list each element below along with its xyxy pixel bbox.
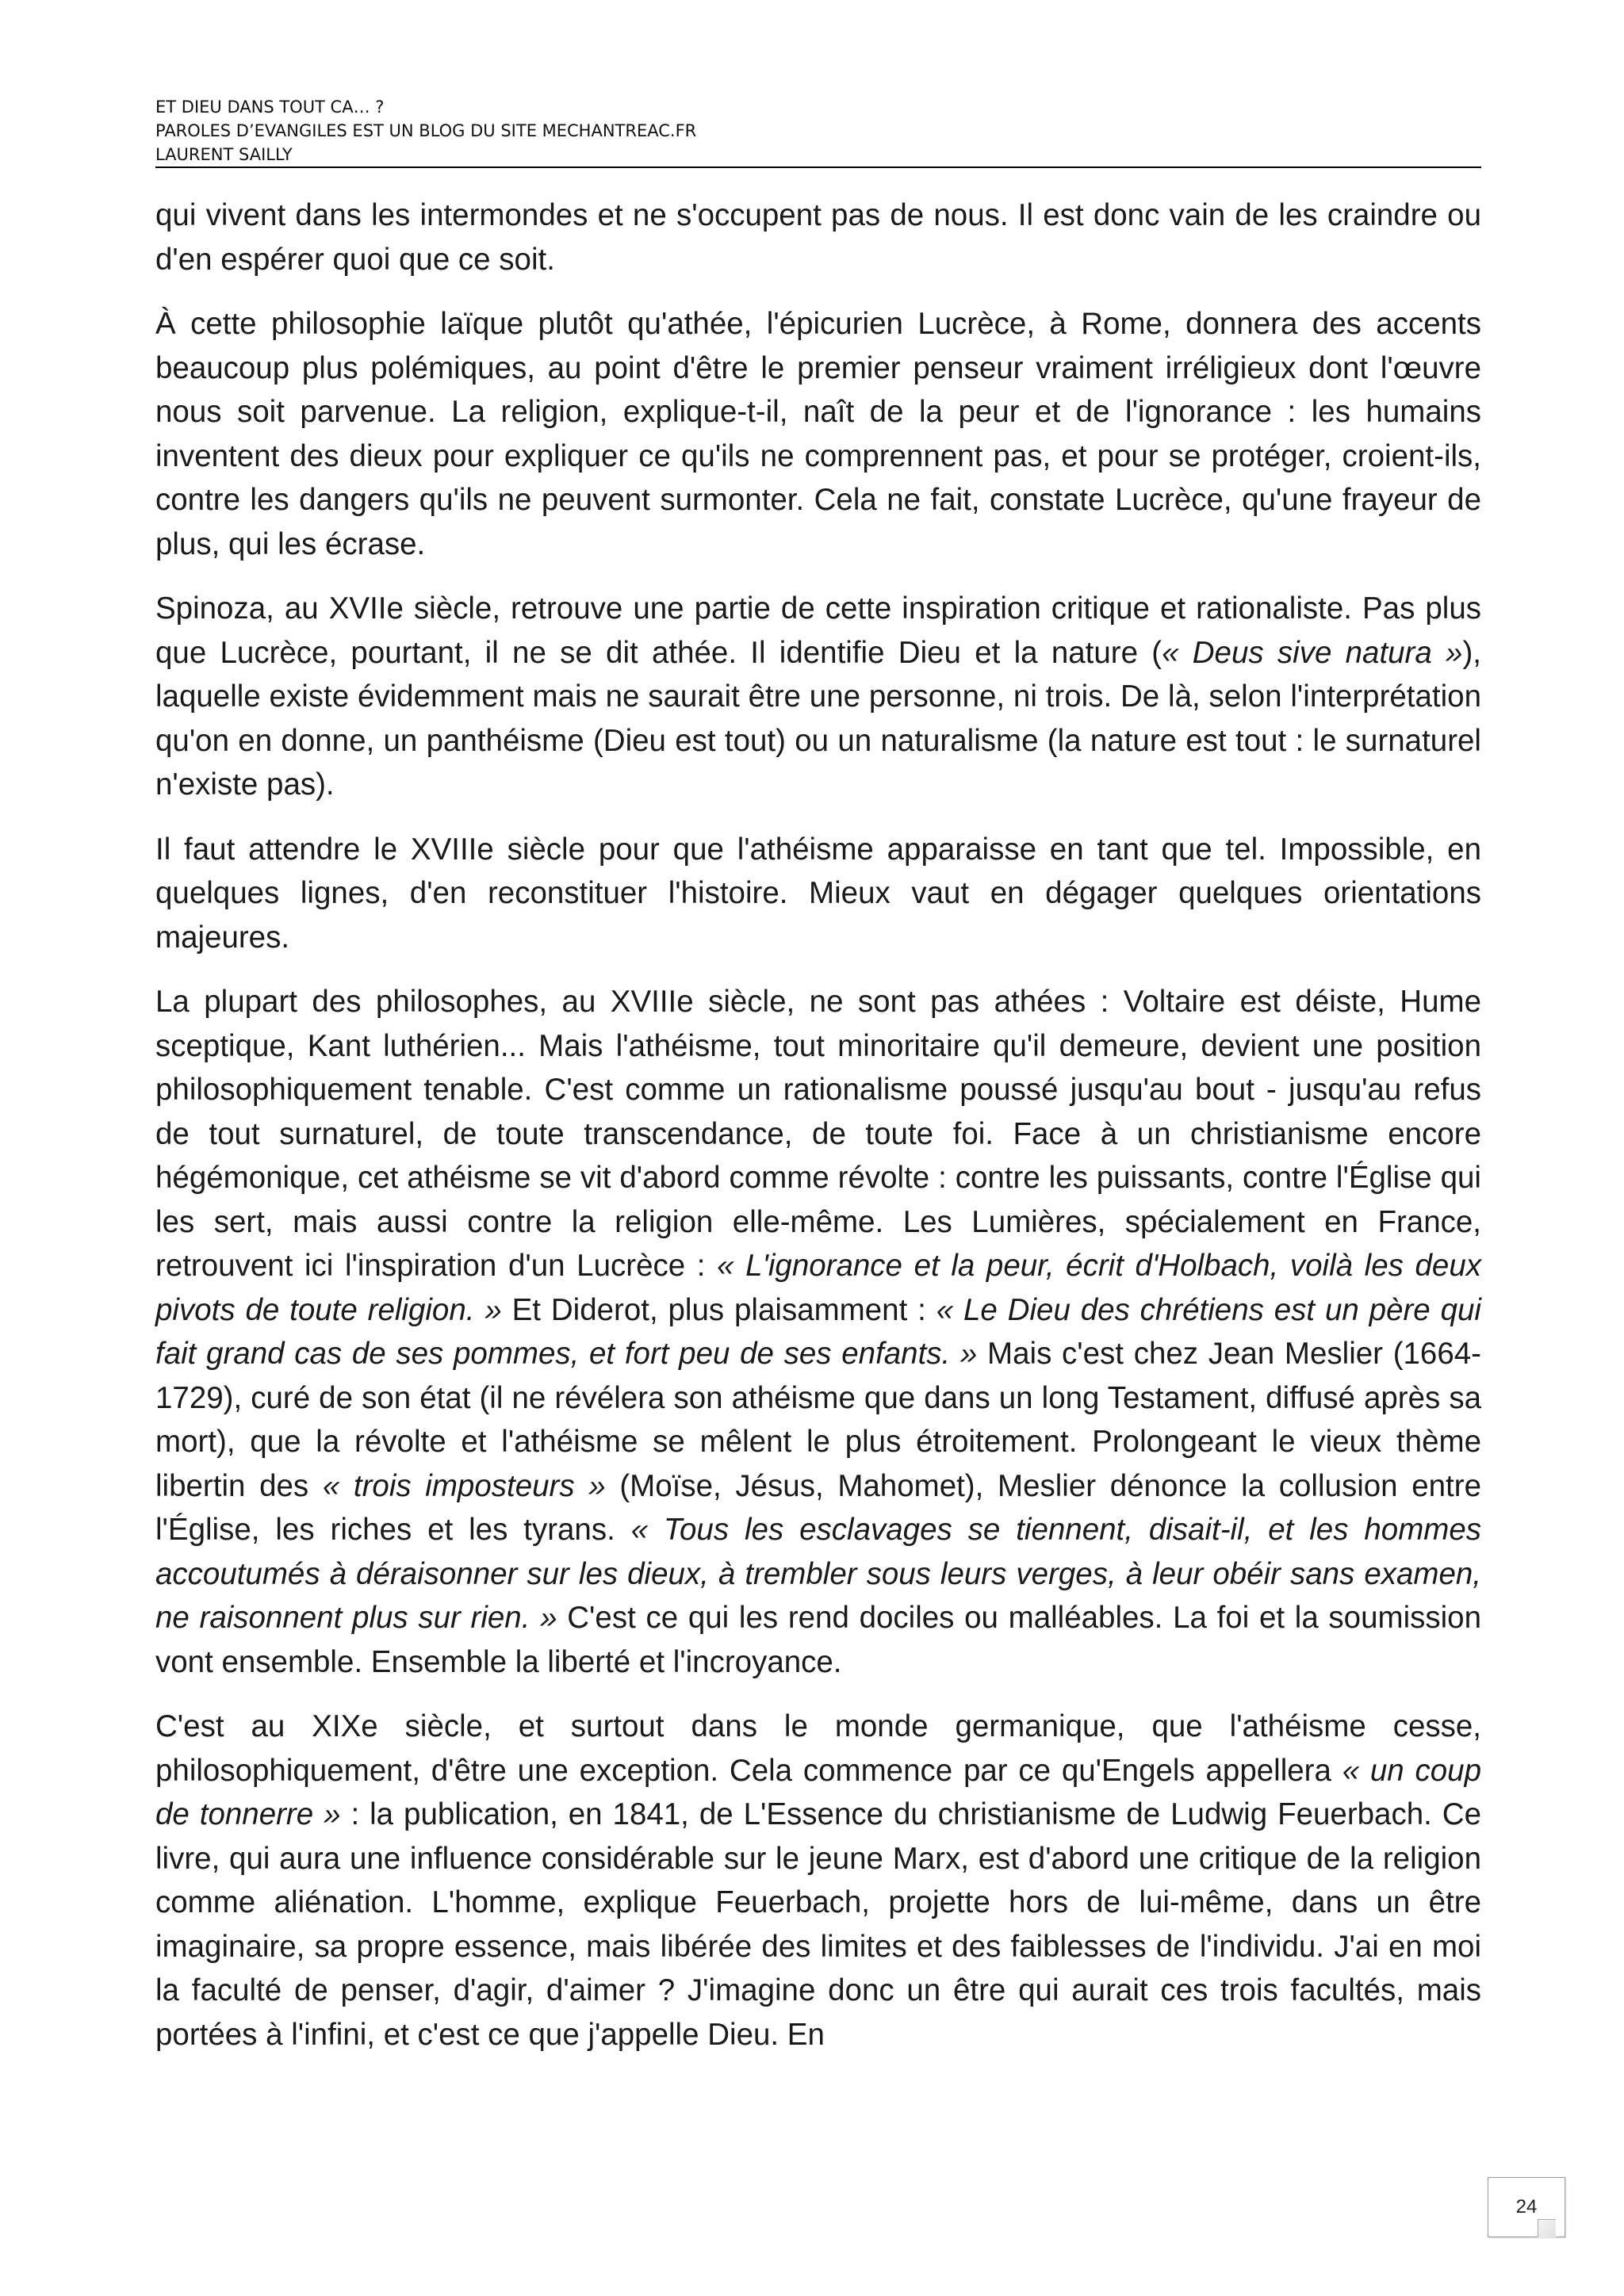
paragraph-text: Et Diderot, plus plaisamment : xyxy=(501,1292,936,1327)
paragraph-text: ), laquelle existe évidemment mais ne saurait être une personne, ni trois. De là, selon l'interprétation qu'on en donne, un panthéisme (Dieu est tout) ou un naturalisme (la nature est tout : le surnaturel n'existe pas). xyxy=(155,635,1482,802)
paragraph-text: C'est ce qui les rend dociles ou malléables. La foi et la soumission vont ensemble. Ensemble la liberté et l'incroyance. xyxy=(155,1601,1482,1679)
page-curl-icon xyxy=(1538,2219,1556,2237)
paragraph-text: La plupart des philosophes, au XVIIIe siècle, ne sont pas athées : Voltaire est déiste, Hume sceptique, Kant luthérien... Mais l'athéisme, tout minoritaire qu'il demeure, devient une position philosophiquement tenable. C'est comme un rationalisme poussé jusqu'au bout - jusqu'au refus de tout surnaturel, de toute transcendance, de toute foi. Face à un christianisme encore hégémonique, cet athéisme se vit d'abord comme révolte : contre les puissants, contre l'Église qui les sert, mais aussi contre la religion elle-même. Les Lumières, spécialement en France, retrouvent ici l'inspiration d'un Lucrèce : xyxy=(155,985,1481,1283)
paragraph xyxy=(155,587,1481,807)
paragraph-text: Mais c'est chez Jean Meslier (1664-1729), curé de son état (il ne révélera son athéisme que dans un long Testament, diffusé après sa mort), que la révolte et l'athéisme se mêlent le plus étroitement. Prolongeant le vieux thème libertin des xyxy=(155,1337,1481,1503)
quote-text: « un coup de tonnerre » xyxy=(155,1753,1481,1831)
paragraph xyxy=(155,980,1481,1684)
paragraph xyxy=(155,302,1481,566)
header-subtitle: PAROLES D’EVANGILES EST UN BLOG DU SITE MECHANTREAC.FR xyxy=(155,121,697,140)
paragraph-text: C'est au XIXe siècle, et surtout dans le monde germanique, que l'athéisme cesse, philosophiquement, d'être une exception. Cela commence par ce qu'Engels appellera xyxy=(155,1709,1481,1788)
paragraph-text: : la publication, en 1841, de L'Essence du christianisme de Ludwig Feuerbach. Ce livre, qui aura une influence considérable sur le jeune Marx, est d'abord une critique de la religion comme aliénation. L'homme, explique Feuerbach, projette hors de lui-même, dans un être imaginaire, sa propre essence, mais libérée des limites et des faiblesses de l'individu. J'ai en moi la faculté de penser, d'agir, d'aimer ? J'imagine donc un être qui aurait ces trois facultés, mais portées à l'infini, et c'est ce que j'appelle Dieu. En xyxy=(155,1797,1481,2052)
paragraph-text: Il faut attendre le XVIIIe siècle pour que l'athéisme apparaisse en tant que tel. Impossible, en quelques lignes, d'en reconstituer l'histoire. Mieux vaut en dégager quelques orientations majeures. xyxy=(155,832,1481,955)
quote-text: « trois imposteurs » xyxy=(322,1468,606,1503)
paragraph-text: Spinoza, au XVIIe siècle, retrouve une partie de cette inspiration critique et rationaliste. Pas plus que Lucrèce, pourtant, il ne se dit athée. Il identifie Dieu et la nature ( xyxy=(155,591,1481,670)
quote-text: « Tous les esclavages se tiennent, disait-il, et les hommes accoutumés à déraisonner sur les dieux, à trembler sous leurs verges, à leur obéir sans examen, ne raisonnent plus sur rien. » xyxy=(155,1513,1481,1635)
paragraph-text: qui vivent dans les intermondes et ne s'occupent pas de nous. Il est donc vain de les craindre ou d'en espérer quoi que ce soit. xyxy=(155,198,1481,277)
running-header xyxy=(155,95,1481,168)
page-number-box xyxy=(1488,2177,1565,2237)
paragraph-text: À cette philosophie laïque plutôt qu'athée, l'épicurien Lucrèce, à Rome, donnera des accents beaucoup plus polémiques, au point d'être le premier penseur vraiment irréligieux dont l'œuvre nous soit parvenue. La religion, explique-t-il, naît de la peur et de l'ignorance : les humains inventent des dieux pour expliquer ce qu'ils ne comprennent pas, et pour se protéger, croient-ils, contre les dangers qu'ils ne peuvent surmonter. Cela ne fait, constate Lucrèce, qu'une frayeur de plus, qui les écrase. xyxy=(155,307,1481,561)
quote-text: « Deus sive natura » xyxy=(1162,635,1463,670)
paragraph xyxy=(155,1705,1481,2057)
header-author: LAURENT SAILLY xyxy=(155,145,293,164)
header-title: ET DIEU DANS TOUT CA… ? xyxy=(155,98,385,117)
page-body xyxy=(155,193,1481,2077)
paragraph xyxy=(155,828,1481,960)
quote-text: « Le Dieu des chrétiens est un père qui fait grand cas de ses pommes, et fort peu de ses enfants. » xyxy=(155,1292,1481,1371)
paragraph-text: (Moïse, Jésus, Mahomet), Meslier dénonce la collusion entre l'Église, les riches et les tyrans. xyxy=(155,1468,1481,1547)
page-number: 24 xyxy=(1515,2196,1538,2218)
quote-text: « L'ignorance et la peur, écrit d'Holbach, voilà les deux pivots de toute religion. » xyxy=(155,1249,1481,1327)
paragraph xyxy=(155,193,1481,281)
